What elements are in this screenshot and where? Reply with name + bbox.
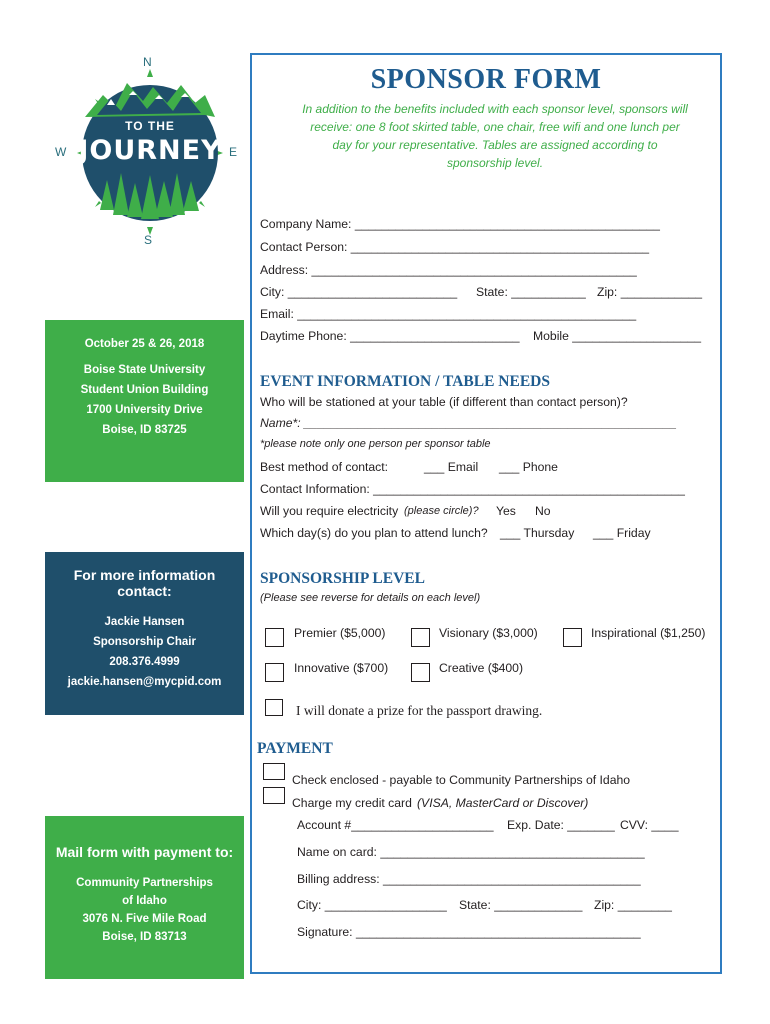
premier-checkbox[interactable]: [265, 628, 284, 647]
credit-card-checkbox[interactable]: [263, 787, 285, 804]
staff-name-field[interactable]: Name*: _______________________________________________________: [260, 416, 677, 430]
lunch-friday[interactable]: ___ Friday: [593, 526, 651, 540]
venue-line: 1700 University Drive: [86, 404, 203, 416]
check-enclosed-checkbox[interactable]: [263, 763, 285, 780]
signature-field[interactable]: Signature: __________________________________________: [297, 925, 641, 939]
company-name-field[interactable]: Company Name: _____________________________________________: [260, 217, 660, 231]
mail-line: Boise, ID 83713: [102, 931, 187, 943]
lunch-question: Which day(s) do you plan to attend lunch?: [260, 526, 488, 540]
contact-method-label: Best method of contact:: [260, 460, 389, 474]
payment-heading: PAYMENT: [257, 740, 333, 757]
cvv-field[interactable]: CVV: ____: [620, 818, 679, 832]
electricity-question: Will you require electricity: [260, 504, 399, 518]
electricity-no[interactable]: No: [535, 504, 551, 518]
contact-method-phone[interactable]: ___ Phone: [499, 460, 558, 474]
state-field[interactable]: State: ___________: [476, 285, 586, 299]
table-staff-question: Who will be stationed at your table (if different than contact person)?: [260, 395, 628, 409]
mobile-field[interactable]: Mobile ___________________: [533, 329, 702, 343]
venue-line: Boise State University: [83, 364, 206, 376]
name-on-card-field[interactable]: Name on card: _______________________________________: [297, 845, 645, 859]
daytime-phone-field[interactable]: Daytime Phone: _________________________: [260, 329, 520, 343]
check-enclosed-label: Check enclosed - payable to Community Partnerships of Idaho: [292, 773, 631, 787]
premier-label: Premier ($5,000): [294, 626, 386, 640]
innovative-label: Innovative ($700): [294, 661, 389, 675]
address-field[interactable]: Address: ________________________________________________: [260, 263, 637, 277]
visionary-checkbox[interactable]: [411, 628, 430, 647]
donate-prize-checkbox[interactable]: [265, 699, 283, 716]
inspirational-label: Inspirational ($1,250): [591, 626, 706, 640]
compass-w: W: [55, 145, 67, 159]
venue-line: Student Union Building: [80, 384, 209, 396]
contact-info-box: [45, 552, 244, 715]
billing-city-field[interactable]: City: __________________: [297, 898, 447, 912]
exp-date-field[interactable]: Exp. Date: _______: [507, 818, 615, 832]
mail-line: 3076 N. Five Mile Road: [82, 913, 207, 925]
sponsorship-heading: SPONSORSHIP LEVEL: [260, 570, 425, 587]
innovative-checkbox[interactable]: [265, 663, 284, 682]
donate-prize-label: I will donate a prize for the passport drawing.: [296, 703, 543, 718]
creative-checkbox[interactable]: [411, 663, 430, 682]
contact-name: Jackie Hansen: [104, 616, 185, 628]
email-field[interactable]: Email: __________________________________________________: [260, 307, 637, 321]
card-types: (VISA, MasterCard or Discover): [417, 796, 589, 810]
contact-info-field[interactable]: Contact Information: ______________________________________________: [260, 482, 685, 496]
electricity-hint: (please circle)?: [404, 505, 479, 517]
contact-title: Sponsorship Chair: [93, 636, 196, 648]
compass-s: S: [144, 233, 153, 247]
billing-address-field[interactable]: Billing address: ______________________________________: [297, 872, 641, 886]
form-title: SPONSOR FORM: [370, 64, 602, 95]
event-info-heading: EVENT INFORMATION / TABLE NEEDS: [260, 373, 550, 390]
event-date: October 25 & 26, 2018: [84, 338, 205, 350]
compass-e: E: [229, 145, 238, 159]
contact-person-field[interactable]: Contact Person: ____________________________________________: [260, 240, 650, 254]
mail-to-box: [45, 816, 244, 979]
logo-tagline: TO THE: [125, 119, 175, 133]
one-person-note: *please note only one person per sponsor table: [260, 438, 491, 450]
event-info-box: [45, 320, 244, 482]
lunch-thursday[interactable]: ___ Thursday: [500, 526, 575, 540]
compass-n: N: [143, 55, 152, 69]
credit-card-label: Charge my credit card: [292, 796, 412, 810]
journey-logo: [55, 55, 245, 250]
visionary-label: Visionary ($3,000): [439, 626, 538, 640]
logo-name: JOURNEY: [78, 135, 222, 166]
contact-phone: 208.376.4999: [109, 656, 180, 668]
info-heading: For more information: [73, 567, 216, 583]
contact-method-email[interactable]: ___ Email: [424, 460, 479, 474]
mail-heading: Mail form with payment to:: [55, 844, 234, 860]
creative-label: Creative ($400): [439, 661, 523, 675]
mail-line: of Idaho: [122, 895, 167, 907]
contact-email[interactable]: jackie.hansen@mycpid.com: [67, 676, 222, 688]
info-heading: contact:: [117, 583, 172, 599]
city-field[interactable]: City: _________________________: [260, 285, 458, 299]
form-intro: In addition to the benefits included with each sponsor level, sponsors will receive: one 8 foot skirted table, one chair, free wifi and one lunch per day for your representative. Tables are assigned according to sponsorship level.: [302, 102, 688, 170]
event-venue: [45, 360, 244, 440]
zip-field[interactable]: Zip: ____________: [597, 285, 703, 299]
account-number-field[interactable]: Account #_____________________: [297, 818, 494, 832]
billing-zip-field[interactable]: Zip: ________: [594, 898, 672, 912]
electricity-yes[interactable]: Yes: [496, 504, 516, 518]
venue-line: Boise, ID 83725: [102, 424, 187, 436]
mail-line: Community Partnerships: [76, 877, 213, 889]
billing-state-field[interactable]: State: _____________: [459, 898, 583, 912]
inspirational-checkbox[interactable]: [563, 628, 582, 647]
sponsorship-subtext: (Please see reverse for details on each level): [260, 592, 481, 604]
